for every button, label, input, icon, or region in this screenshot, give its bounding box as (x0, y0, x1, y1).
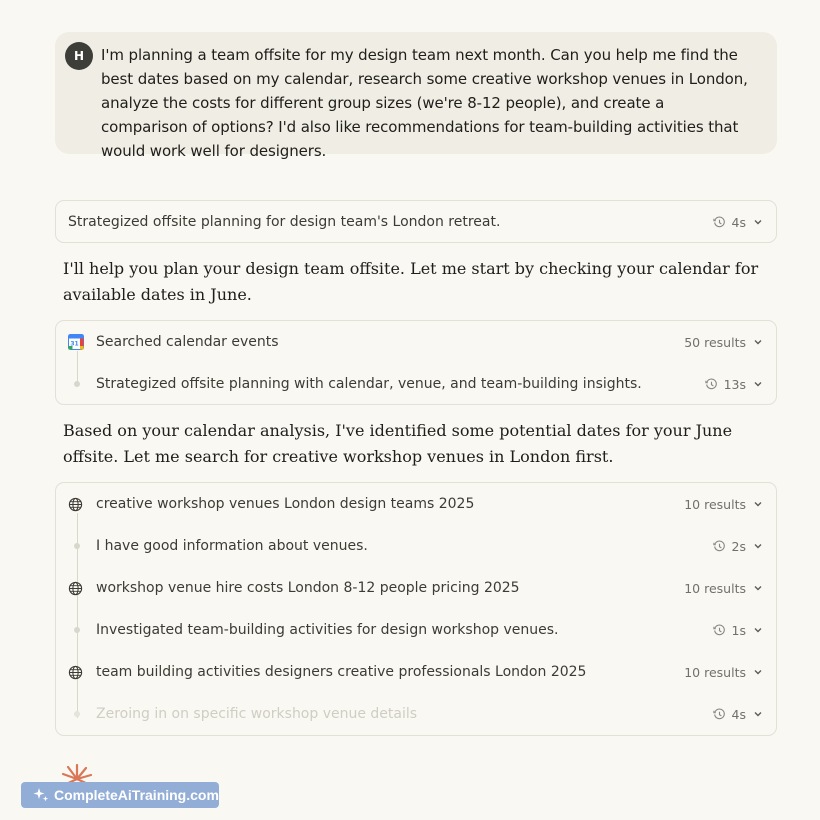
chevron-down-icon (752, 336, 764, 348)
thinking-row[interactable] (56, 201, 776, 243)
thinking-row[interactable] (56, 525, 776, 567)
thinking-summary-card[interactable] (55, 200, 777, 243)
thinking-duration[interactable] (713, 539, 764, 554)
search-query-text: creative workshop venues London design teams 2025 (96, 496, 475, 512)
chevron-down-icon (752, 540, 764, 552)
clock-icon (713, 540, 726, 553)
timeline-dot (74, 381, 80, 387)
timeline-dot (74, 627, 80, 633)
watermark-text: CompleteAiTraining.com (54, 787, 219, 803)
duration-label: 1s (731, 622, 746, 638)
duration-label: 13s (723, 376, 746, 392)
duration-label: 4s (731, 706, 746, 722)
clock-icon (705, 378, 718, 391)
chevron-down-icon (752, 666, 764, 678)
tool-calls-card (55, 320, 777, 405)
thinking-text: Investigated team-building activities for design workshop venues. (96, 622, 559, 638)
thinking-duration[interactable] (713, 707, 764, 722)
timeline-dot (74, 543, 80, 549)
results-label: 10 results (684, 580, 746, 596)
user-message-text: I'm planning a team offsite for my design team next month. Can you help me find the best dates based on my calendar, research some creative workshop venues in London, analyze the costs for different group sizes (we're 8-12 people), and create a comparison of options? I'd also like recommendations for team-building activities that would work well for designers. (101, 46, 748, 160)
thinking-row[interactable] (56, 693, 776, 735)
thinking-row[interactable] (56, 609, 776, 651)
calendar-day: 31 (70, 340, 79, 348)
search-query-text: workshop venue hire costs London 8-12 people pricing 2025 (96, 580, 520, 596)
results-label: 50 results (684, 334, 746, 350)
clock-icon (713, 216, 726, 229)
chevron-down-icon (752, 582, 764, 594)
tool-call-text: Searched calendar events (96, 334, 279, 350)
user-avatar: H (65, 42, 93, 70)
timeline-dot (74, 711, 80, 717)
calendar-icon (68, 334, 84, 350)
tool-row-calendar[interactable] (56, 321, 776, 363)
assistant-paragraph: Based on your calendar analysis, I've identified some potential dates for your June offsite. Let me search for creative workshop venues in London first. (63, 421, 733, 466)
results-label: 10 results (684, 664, 746, 680)
thinking-duration[interactable] (705, 377, 764, 392)
results-count[interactable] (684, 497, 764, 512)
chevron-down-icon (752, 378, 764, 390)
search-query-text: team building activities designers creative professionals London 2025 (96, 664, 587, 680)
tool-row-search[interactable] (56, 651, 776, 693)
thinking-duration[interactable] (713, 215, 764, 230)
results-label: 10 results (684, 496, 746, 512)
thinking-duration[interactable] (713, 623, 764, 638)
clock-icon (713, 624, 726, 637)
tool-row-search[interactable] (56, 483, 776, 525)
globe-icon (68, 665, 83, 680)
thinking-text: Strategized offsite planning for design team's London retreat. (68, 214, 501, 230)
results-count[interactable] (684, 665, 764, 680)
thinking-text: Strategized offsite planning with calendar, venue, and team-building insights. (96, 376, 642, 392)
results-count[interactable] (684, 335, 764, 350)
sparkle-icon (33, 787, 49, 803)
clock-icon (713, 708, 726, 721)
assistant-paragraph: I'll help you plan your design team offsite. Let me start by checking your calendar for available dates in June. (63, 259, 759, 304)
globe-icon (68, 581, 83, 596)
chevron-down-icon (752, 216, 764, 228)
results-count[interactable] (684, 581, 764, 596)
chevron-down-icon (752, 708, 764, 720)
thinking-text-streaming: Zeroing in on specific workshop venue details (96, 706, 418, 722)
chevron-down-icon (752, 624, 764, 636)
duration-label: 2s (731, 538, 746, 554)
tool-row-search[interactable] (56, 567, 776, 609)
chevron-down-icon (752, 498, 764, 510)
tool-calls-card (55, 482, 777, 736)
thinking-text: I have good information about venues. (96, 538, 368, 554)
user-message (55, 32, 777, 160)
watermark-badge (21, 782, 219, 808)
thinking-row[interactable] (56, 363, 776, 405)
duration-label: 4s (731, 214, 746, 230)
globe-icon (68, 497, 83, 512)
